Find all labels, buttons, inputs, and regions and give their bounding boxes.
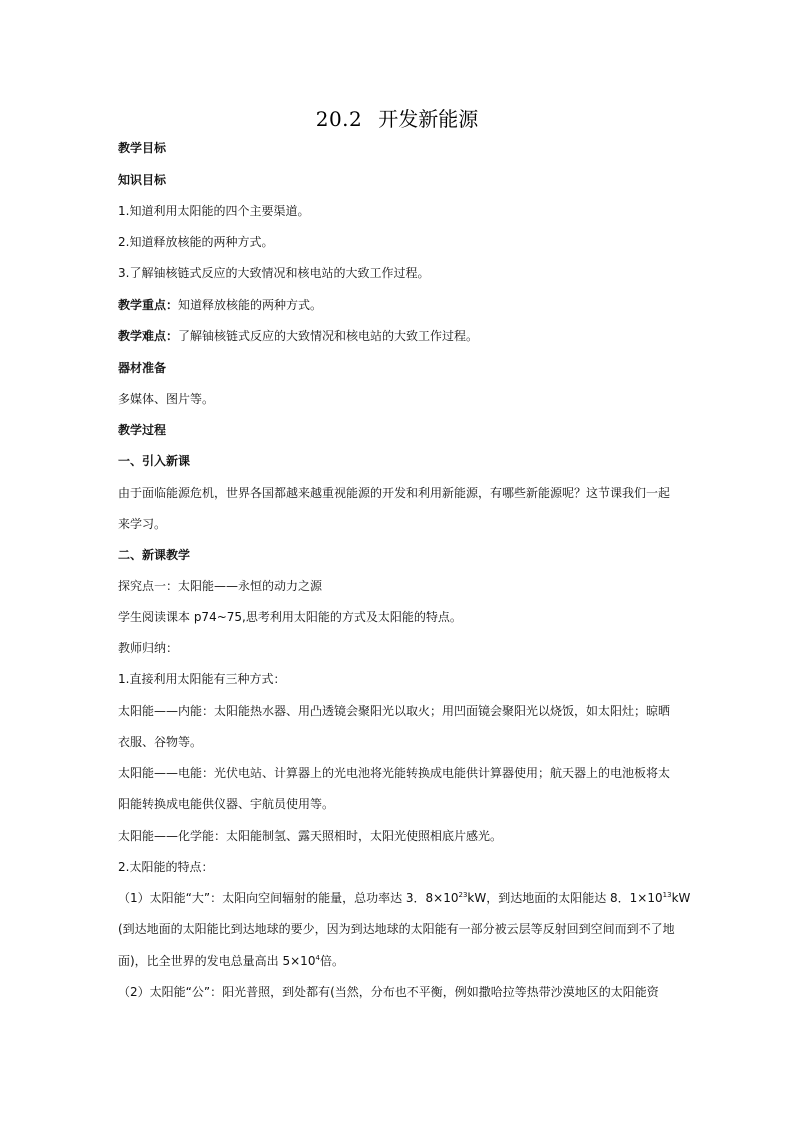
line-text: 3.了解铀核链式反应的大致情况和核电站的大致工作过程。 — [118, 266, 430, 280]
line-text: 太阳能——电能：光伏电站、计算器上的光电池将光能转换成电能供计算器使用；航天器上的电池板将太 — [118, 766, 671, 780]
line-label: 教学难点： — [118, 329, 179, 343]
text-line — [118, 202, 678, 220]
line-label: 教学重点： — [118, 298, 179, 312]
line-text: 器材准备 — [118, 361, 167, 375]
line-text: 二、新课教学 — [118, 548, 191, 562]
line-text: 2.太阳能的特点： — [118, 860, 214, 874]
text-line — [118, 359, 678, 377]
text-line — [118, 639, 678, 657]
superscript: 4 — [315, 954, 320, 962]
line-text: (到达地面的太阳能比到达地球的要少，因为到达地球的太阳能有一部分被云层等反射回到空间而到不了地 — [118, 922, 675, 936]
line-text: 由于面临能源危机，世界各国都越来越重视能源的开发和利用新能源，有哪些新能源呢？这节课我们一起 — [118, 486, 671, 500]
text-line — [118, 139, 678, 157]
line-text: 一、引入新课 — [118, 454, 191, 468]
text-line — [118, 577, 678, 595]
text-line — [118, 171, 678, 189]
line-text: 面)，比全世界的发电总量高出 5×10 — [118, 954, 316, 968]
text-line — [118, 484, 678, 502]
line-text: 阳能转换成电能供仪器、宇航员使用等。 — [118, 797, 335, 811]
text-line — [118, 795, 678, 813]
text-line — [118, 390, 678, 408]
line-text: kW，到达地面的太阳能达 8．1×10 — [467, 891, 663, 905]
text-line — [118, 608, 678, 626]
line-text: 知道释放核能的两种方式。 — [178, 298, 323, 312]
text-line — [118, 670, 678, 688]
line-text: 2.知道释放核能的两种方式。 — [118, 235, 274, 249]
superscript: 23 — [458, 891, 468, 899]
line-text: 教学过程 — [118, 423, 167, 437]
line-text: 探究点一：太阳能——永恒的动力之源 — [118, 579, 323, 593]
text-line — [118, 421, 678, 439]
text-line — [118, 858, 678, 876]
line-text: 来学习。 — [118, 517, 167, 531]
line-text: 多媒体、图片等。 — [118, 392, 215, 406]
text-line — [118, 264, 678, 282]
text-line — [118, 233, 678, 251]
text-line — [118, 515, 678, 533]
text-line — [118, 889, 691, 907]
line-text: 倍。 — [319, 954, 344, 968]
line-text: 学生阅读课本 p74~75,思考利用太阳能的方式及太阳能的特点。 — [118, 610, 462, 624]
text-line — [118, 327, 678, 345]
line-text: 1.知道利用太阳能的四个主要渠道。 — [118, 204, 310, 218]
line-text: 知识目标 — [118, 173, 167, 187]
line-text: 太阳能——化学能：太阳能制氢、露天照相时，太阳光使照相底片感光。 — [118, 829, 503, 843]
line-text: kW — [671, 891, 691, 905]
text-line — [118, 920, 678, 938]
line-text: （2）太阳能“公”：阳光普照，到处都有(当然，分布也不平衡，例如撒哈拉等热带沙漠地区的太阳能资 — [118, 985, 659, 999]
page-title — [0, 104, 794, 134]
line-text: 教学目标 — [118, 141, 167, 155]
text-line — [118, 702, 678, 720]
superscript: 13 — [662, 891, 672, 899]
text-line — [118, 546, 678, 564]
line-text: 太阳能——内能：太阳能热水器、用凸透镜会聚阳光以取火；用凹面镜会聚阳光以烧饭，如太阳灶；晾晒 — [118, 704, 671, 718]
text-line — [118, 733, 678, 751]
text-line — [118, 827, 678, 845]
text-line — [118, 764, 678, 782]
line-text: 1.直接利用太阳能有三种方式： — [118, 672, 286, 686]
line-text: （1）太阳能“大”：太阳向空间辐射的能量，总功率达 3．8×10 — [118, 891, 459, 905]
text-line — [118, 296, 678, 314]
line-text: 教师归纳： — [118, 641, 179, 655]
title-number: 20.2 — [315, 107, 363, 131]
text-line — [118, 452, 678, 470]
line-text: 了解铀核链式反应的大致情况和核电站的大致工作过程。 — [178, 329, 479, 343]
line-text: 衣服、谷物等。 — [118, 735, 203, 749]
text-line — [118, 983, 678, 1001]
title-text: 开发新能源 — [378, 107, 479, 131]
text-line — [118, 952, 678, 970]
